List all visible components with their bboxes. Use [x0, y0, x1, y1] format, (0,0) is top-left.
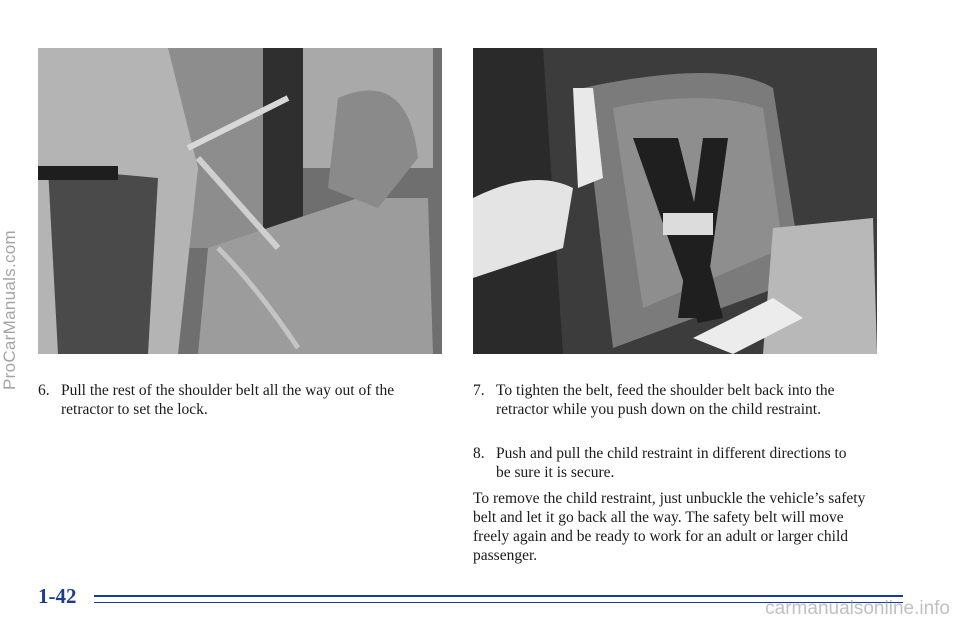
- photo-pulling-shoulder-belt: [38, 48, 442, 354]
- photo-tightening-belt: [473, 48, 877, 354]
- step-6: [38, 381, 438, 419]
- step-7: [473, 381, 863, 419]
- step-text: Pull the rest of the shoulder belt all the way out of the retractor to set the lock.: [61, 382, 395, 418]
- step-number: 6.: [38, 382, 50, 399]
- step-text: Push and pull the child restraint in different directions to be sure it is secure.: [496, 445, 847, 481]
- step-8: [473, 444, 863, 482]
- step-number: 8.: [473, 445, 485, 462]
- bottom-watermark: carmanualsonline.info: [765, 598, 950, 619]
- photo-tightening-belt-illustration: [473, 48, 877, 354]
- step-text: To tighten the belt, feed the shoulder belt back into the retractor while you push down on the child restraint.: [496, 382, 835, 418]
- photo-pulling-shoulder-belt-illustration: [38, 48, 442, 354]
- page-number: 1-42: [38, 584, 77, 608]
- side-watermark: ProCarManuals.com: [0, 229, 19, 391]
- step-number: 7.: [473, 382, 485, 399]
- removal-paragraph: To remove the child restraint, just unbuckle the vehicle’s safety belt and let it go back all the way. The safety belt will move freely again and be ready to work for an adult or larger child passenger.: [473, 490, 866, 564]
